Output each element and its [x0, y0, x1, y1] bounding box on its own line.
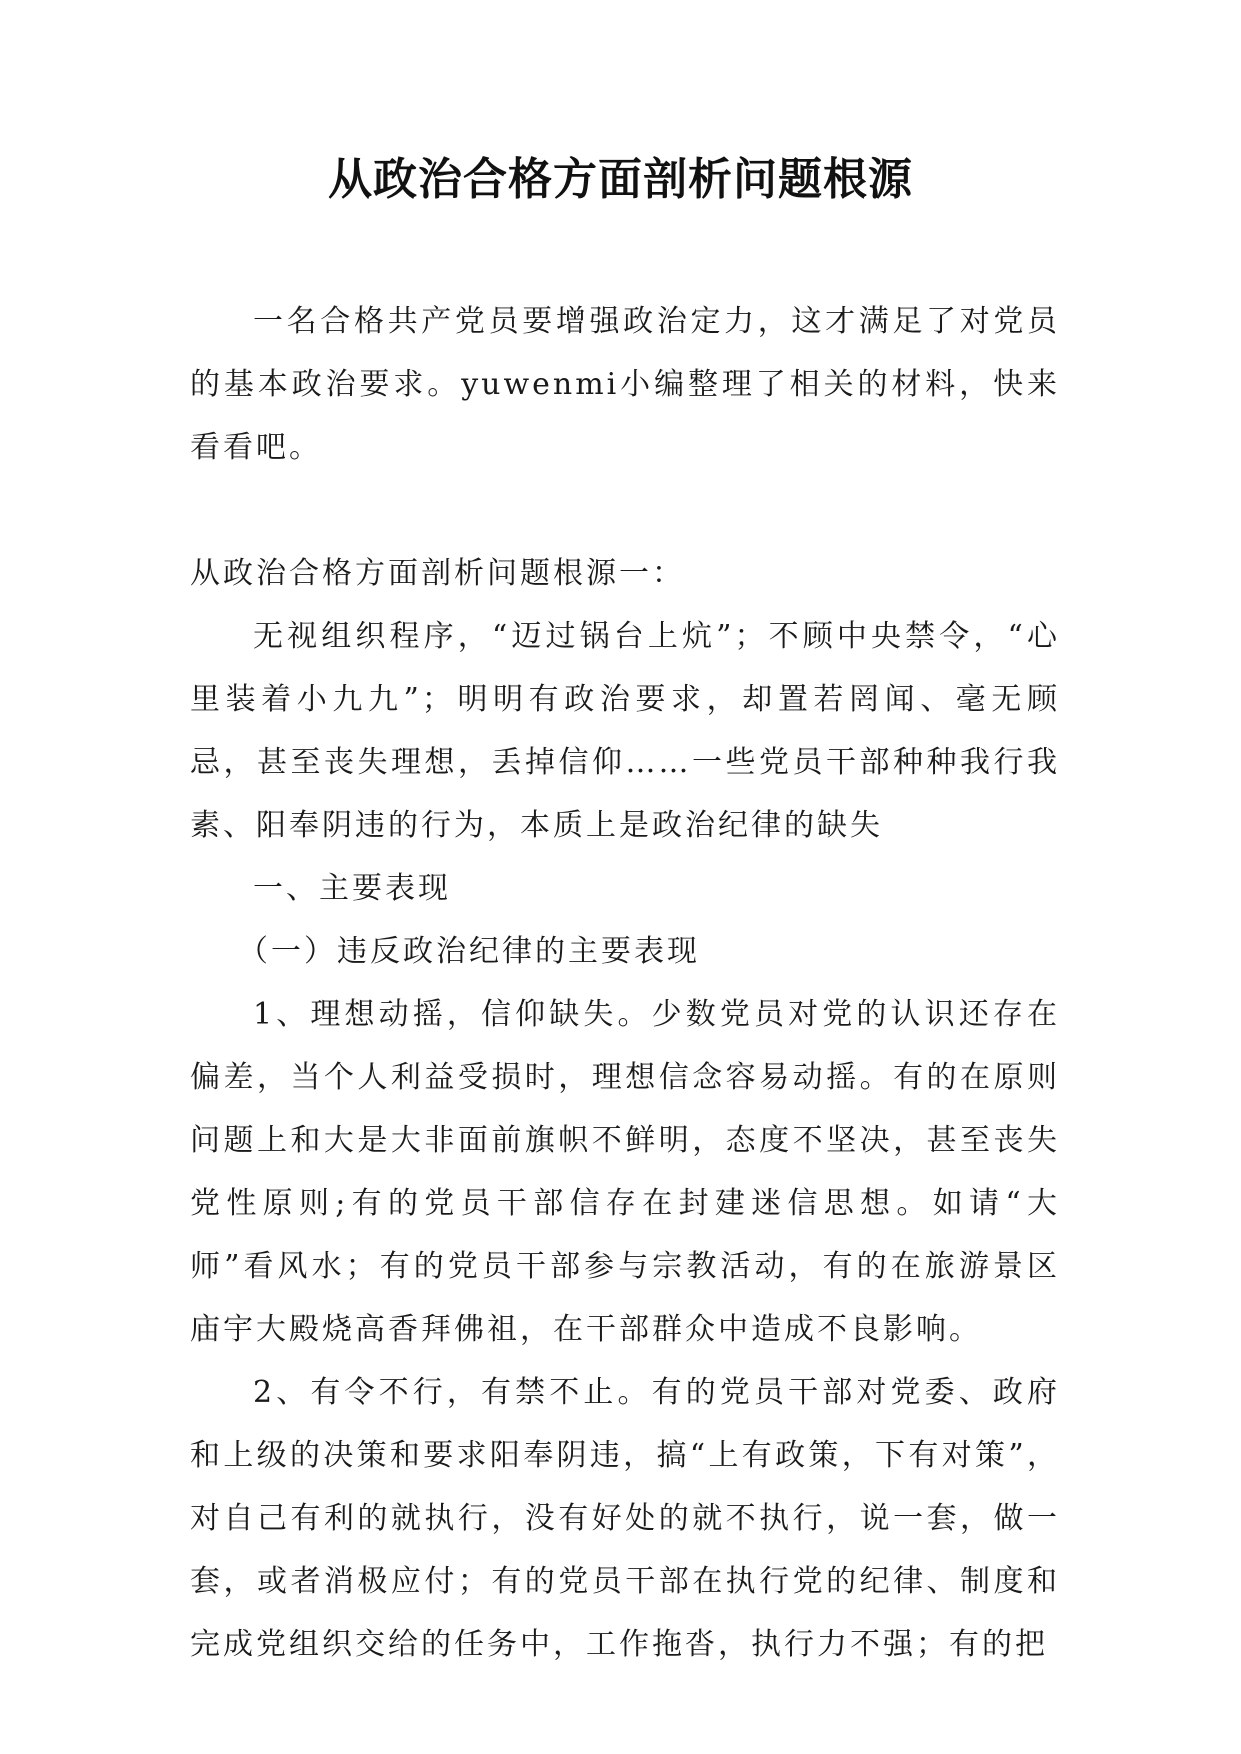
- list-item-2: 2、有令不行，有禁不止。有的党员干部对党委、政府和上级的决策和要求阳奉阴违，搞“上有政策，下有对策”，对自己有利的就执行，没有好处的就不执行，说一套，做一套，或者消极应付；有的党员干部在执行党的纪律、制度和完成党组织交给的任务中，工作拖沓，执行力不强；有的把: [190, 1375, 1060, 1662]
- heading-level-2: （一）违反政治纪律的主要表现: [238, 934, 700, 969]
- document-body: [190, 290, 1060, 1676]
- list-item-1: 1、理想动摇，信仰缺失。少数党员对党的认识还存在偏差，当个人利益受损时，理想信念容易动摇。有的在原则问题上和大是大非面前旗帜不鲜明，态度不坚决，甚至丧失党性原则;有的党员干部信存在封建迷信思想。如请“大师”看风水；有的党员干部参与宗教活动，有的在旅游景区庙宇大殿烧高香拜佛祖，在干部群众中造成不良影响。: [190, 997, 1060, 1347]
- document-title: 从政治合格方面剖析问题根源: [328, 154, 913, 205]
- section-heading: 从政治合格方面剖析问题根源一：: [190, 556, 685, 591]
- paragraph-spacer: [190, 479, 1060, 542]
- heading-level-1: 一、主要表现: [253, 871, 451, 906]
- intro-paragraph: 一名合格共产党员要增强政治定力，这才满足了对党员的基本政治要求。yuwenmi小编整理了相关的材料，快来看看吧。: [190, 304, 1060, 465]
- body-paragraph: 无视组织程序，“迈过锅台上炕”；不顾中央禁令，“心里装着小九九”；明明有政治要求，却置若罔闻、毫无顾忌，甚至丧失理想，丢掉信仰……一些党员干部种种我行我素、阳奉阴违的行为，本质上是政治纪律的缺失: [190, 619, 1060, 843]
